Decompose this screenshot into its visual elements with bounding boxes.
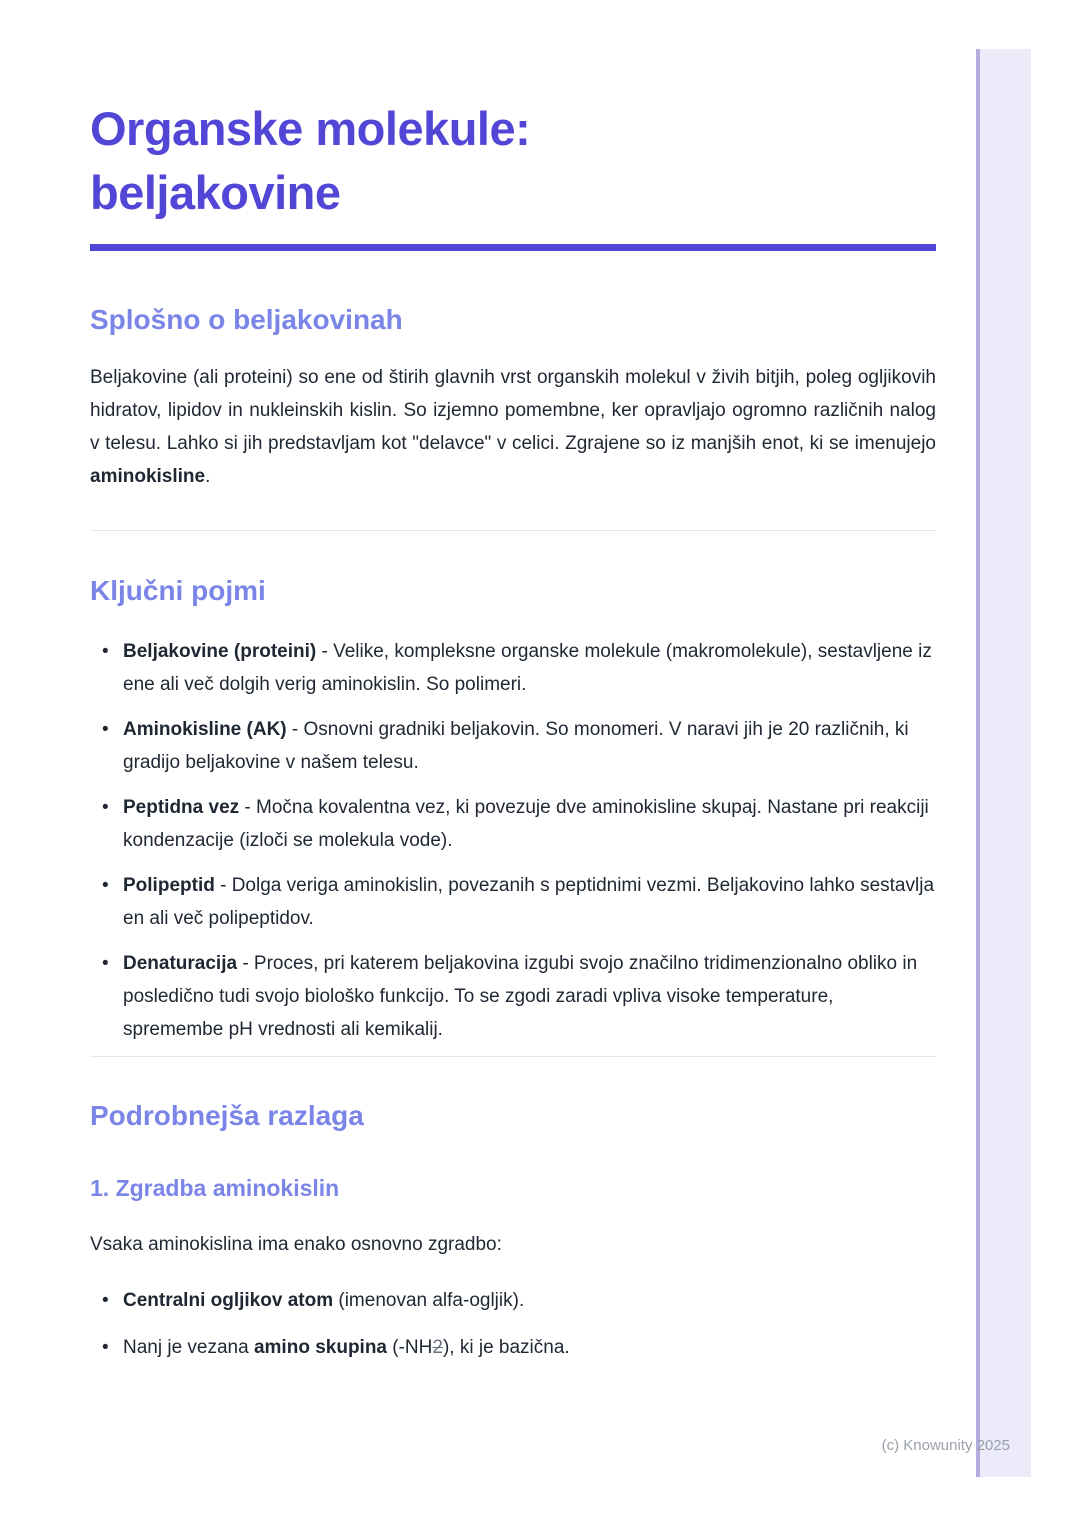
subsection-heading-zgradba: 1. Zgradba aminokislin — [90, 1175, 340, 1201]
intro-bold-term: aminokisline — [90, 466, 206, 487]
section-divider — [90, 530, 936, 531]
list-item — [123, 869, 936, 935]
list-item — [123, 1284, 936, 1317]
list-item — [123, 791, 936, 857]
term-label: Denaturacija — [123, 953, 238, 974]
key-terms-list — [90, 635, 936, 1046]
section-heading-podrobnejsa: Podrobnejša razlaga — [90, 1100, 364, 1131]
title-underline-rule — [90, 244, 936, 251]
term-description: - Osnovni gradniki beljakovin. So monomeri. V naravi jih je 20 različnih, ki gradijo beljakovine v našem telesu. — [123, 719, 909, 773]
term-label: Peptidna vez — [123, 797, 240, 818]
page-edge-strip — [976, 49, 1031, 1477]
intro-paragraph — [90, 361, 936, 493]
term-description: - Dolga veriga aminokislin, povezanih s peptidnimi vezmi. Beljakovino lahko sestavlja en ali več polipeptidov. — [123, 875, 935, 929]
section-heading-kljucni-pojmi: Ključni pojmi — [90, 575, 266, 606]
page-title — [90, 97, 936, 225]
subscript-2: 2 — [432, 1337, 443, 1358]
page-title-line-1: Organske molekule: — [90, 102, 531, 155]
list-item — [123, 947, 936, 1046]
copyright-watermark: (c) Knowunity 2025 — [881, 1437, 1010, 1454]
intro-text-end: . — [205, 466, 211, 487]
term-label: Aminokisline (AK) — [123, 719, 287, 740]
structure-bold: amino skupina — [253, 1337, 387, 1358]
term-label: Beljakovine (proteini) — [123, 641, 317, 662]
term-description: - Proces, pri katerem beljakovina izgubi svojo značilno tridimenzionalno obliko in posledično tudi svojo biološko funkcijo. To se zgodi zaradi vpliva visoke temperature, spremembe pH vrednosti ali kemikalij. — [123, 953, 918, 1040]
term-label: Polipeptid — [123, 875, 215, 896]
list-item — [123, 1331, 936, 1364]
document-content — [90, 0, 936, 1364]
section-heading-splosno: Splošno o beljakovinah — [90, 304, 403, 335]
section-divider — [90, 1056, 936, 1057]
intro-text: Beljakovine (ali proteini) so ene od štirih glavnih vrst organskih molekul v živih bitjih, poleg ogljikovih hidratov, lipidov in nukleinskih kislin. So izjemno pomembne, ker opravljajo ogromno različnih nalog v telesu. Lahko si jih predstavljam kot "delavce" v celici. Zgrajene so iz manjših enot, ki se imenujejo — [90, 367, 936, 454]
structure-intro-paragraph: Vsaka aminokislina ima enako osnovno zgradbo: — [90, 1234, 502, 1255]
structure-list — [90, 1284, 936, 1364]
page-title-line-2: beljakovine — [90, 166, 341, 219]
term-description: - Močna kovalentna vez, ki povezuje dve aminokisline skupaj. Nastane pri reakciji kondenzacije (izloči se molekula vode). — [123, 797, 929, 851]
structure-text: (-NH — [387, 1337, 433, 1358]
structure-text: Nanj je vezana — [123, 1337, 254, 1358]
term-description: - Velike, kompleksne organske molekule (makromolekule), sestavljene iz ene ali več dolgih verig aminokislin. So polimeri. — [123, 641, 932, 695]
structure-bold: Centralni ogljikov atom — [123, 1290, 334, 1311]
list-item — [123, 635, 936, 701]
structure-text: (imenovan alfa-ogljik). — [333, 1290, 525, 1311]
list-item — [123, 713, 936, 779]
structure-text: ), ki je bazična. — [442, 1337, 570, 1358]
